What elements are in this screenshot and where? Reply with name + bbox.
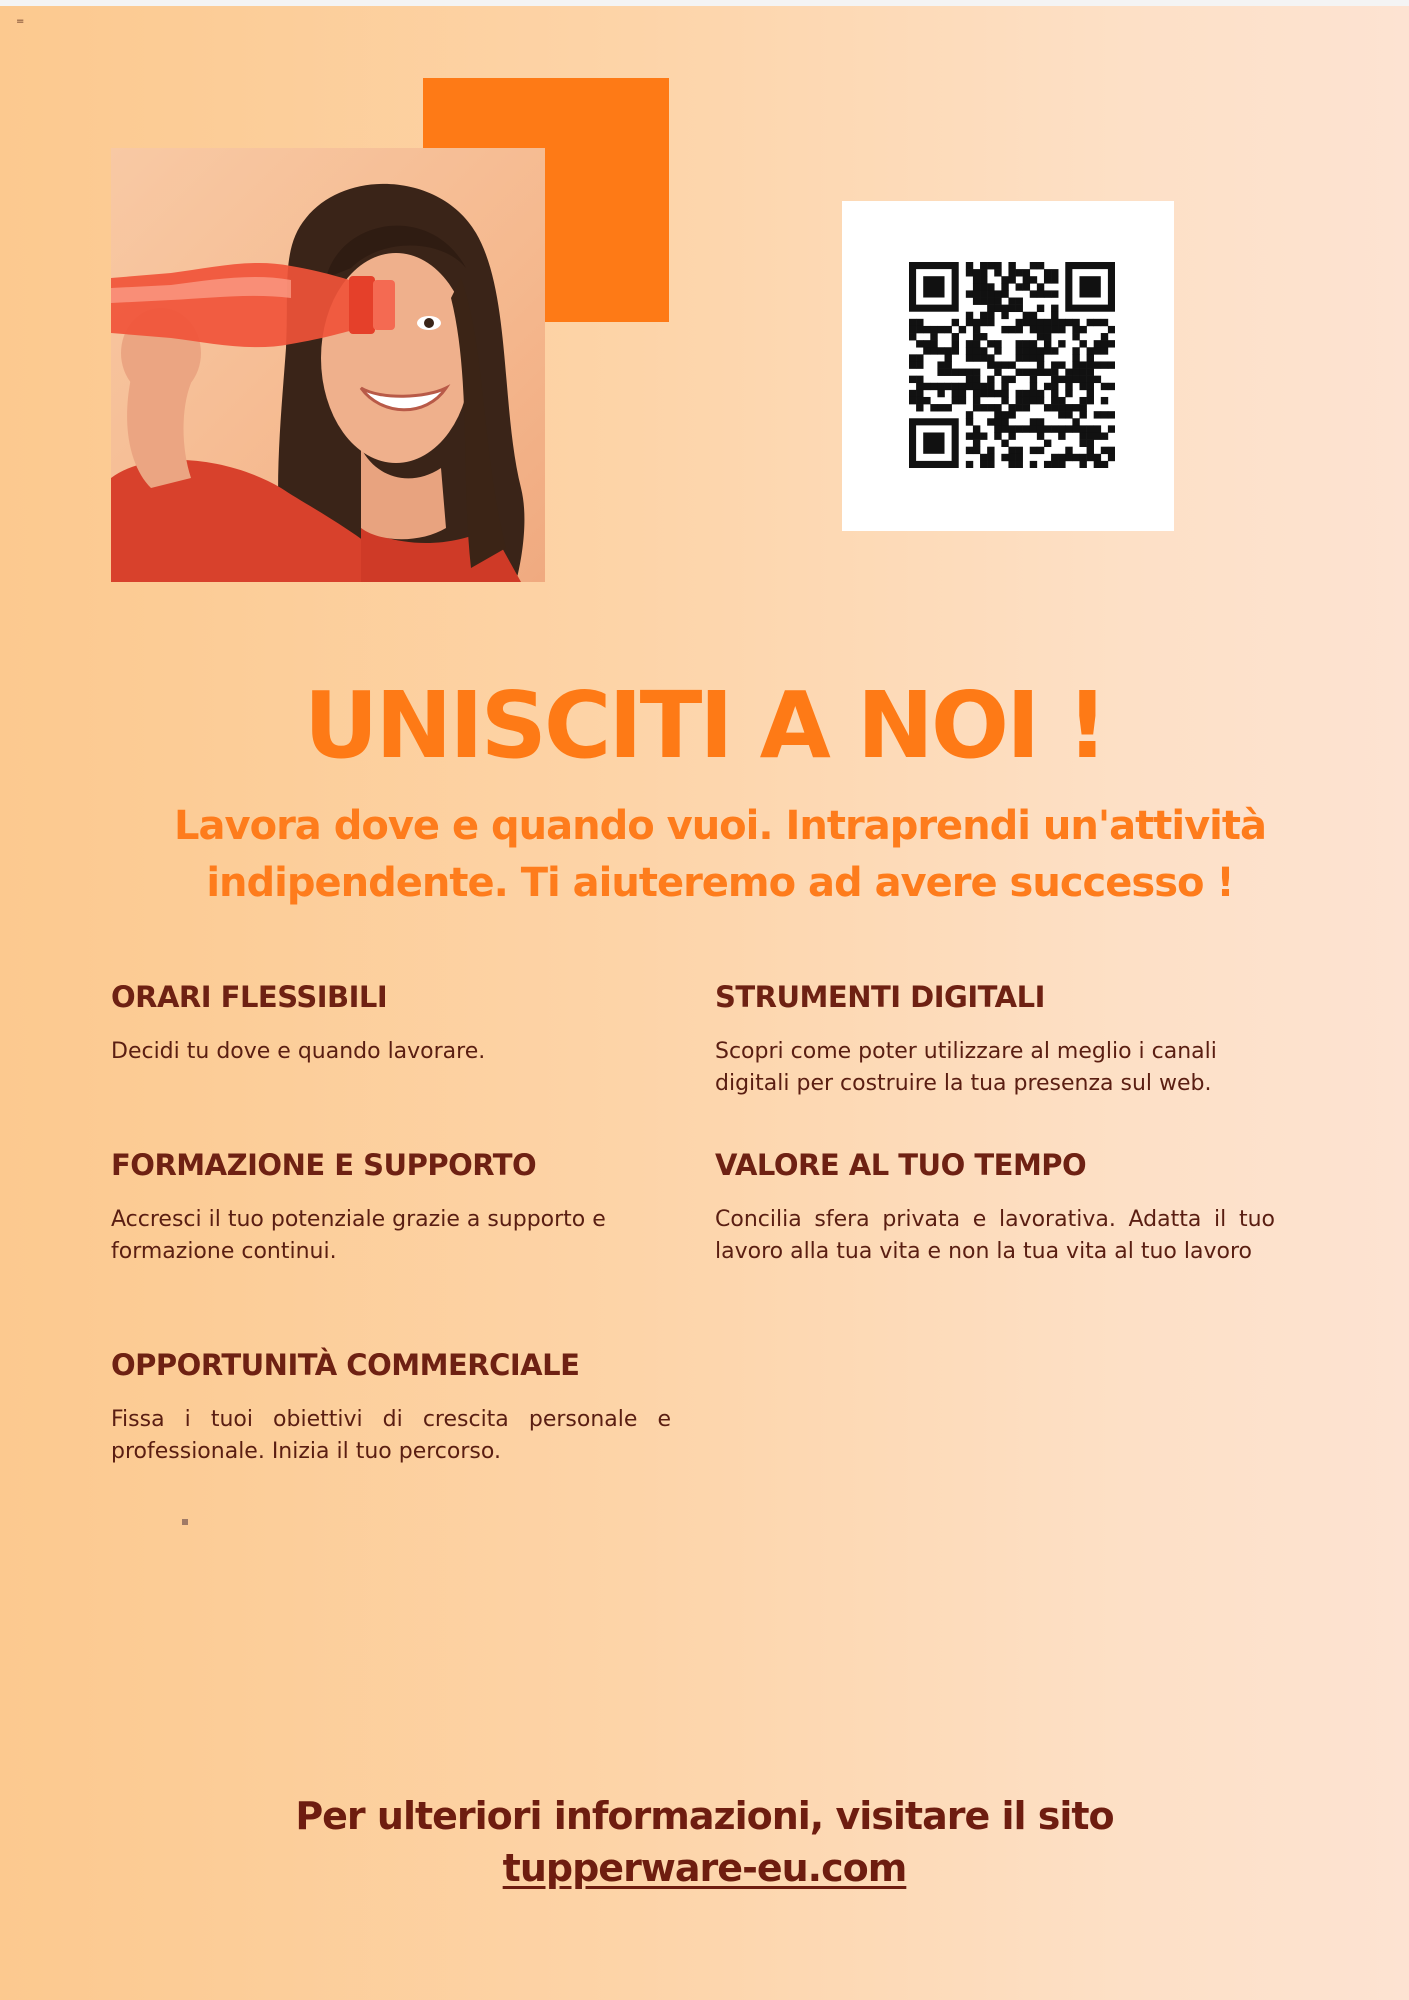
feature-title: FORMAZIONE E SUPPORTO [111, 1148, 537, 1182]
small-mark [182, 1519, 188, 1525]
feature-title: STRUMENTI DIGITALI [715, 980, 1045, 1014]
feature-title: VALORE AL TUO TEMPO [715, 1148, 1087, 1182]
subheadline-line-2: indipendente. Ti aiuteremo ad avere successo ! [206, 860, 1234, 906]
headline: UNISCITI A NOI ! [303, 672, 1106, 779]
corner-mark: = [16, 16, 25, 27]
feature-text: Accresci il tuo potenziale grazie a supporto e formazione continui. [111, 1207, 606, 1264]
subheadline-line-1: Lavora dove e quando vuoi. Intraprendi un'attività [174, 803, 1266, 849]
feature-flexible-hours [111, 980, 671, 1068]
subheadline [140, 798, 1300, 912]
feature-text: Fissa i tuoi obiettivi di crescita personale e professionale. Inizia il tuo percorso. [111, 1407, 671, 1464]
feature-text: Decidi tu dove e quando lavorare. [111, 1039, 486, 1064]
feature-title: ORARI FLESSIBILI [111, 980, 388, 1014]
feature-title: OPPORTUNITÀ COMMERCIALE [111, 1348, 580, 1382]
footer-info-text: Per ulteriori informazioni, visitare il sito [295, 1794, 1114, 1838]
qr-code-icon [909, 262, 1115, 468]
feature-digital-tools [715, 980, 1275, 1100]
feature-training-support [111, 1148, 671, 1268]
top-border [0, 0, 1409, 6]
feature-business-opportunity [111, 1348, 671, 1468]
feature-text: Concilia sfera privata e lavorativa. Adatta il tuo lavoro alla tua vita e non la tua vita al tuo lavoro [715, 1207, 1275, 1264]
qr-code-card[interactable] [842, 201, 1174, 531]
website-link[interactable]: tupperware-eu.com [502, 1846, 907, 1890]
hero-photo [111, 148, 545, 582]
feature-text: Scopri come poter utilizzare al meglio i canali digitali per costruire la tua presenza sul web. [715, 1039, 1217, 1096]
feature-value-time [715, 1148, 1275, 1268]
footer-link-wrapper [0, 1844, 1409, 1892]
